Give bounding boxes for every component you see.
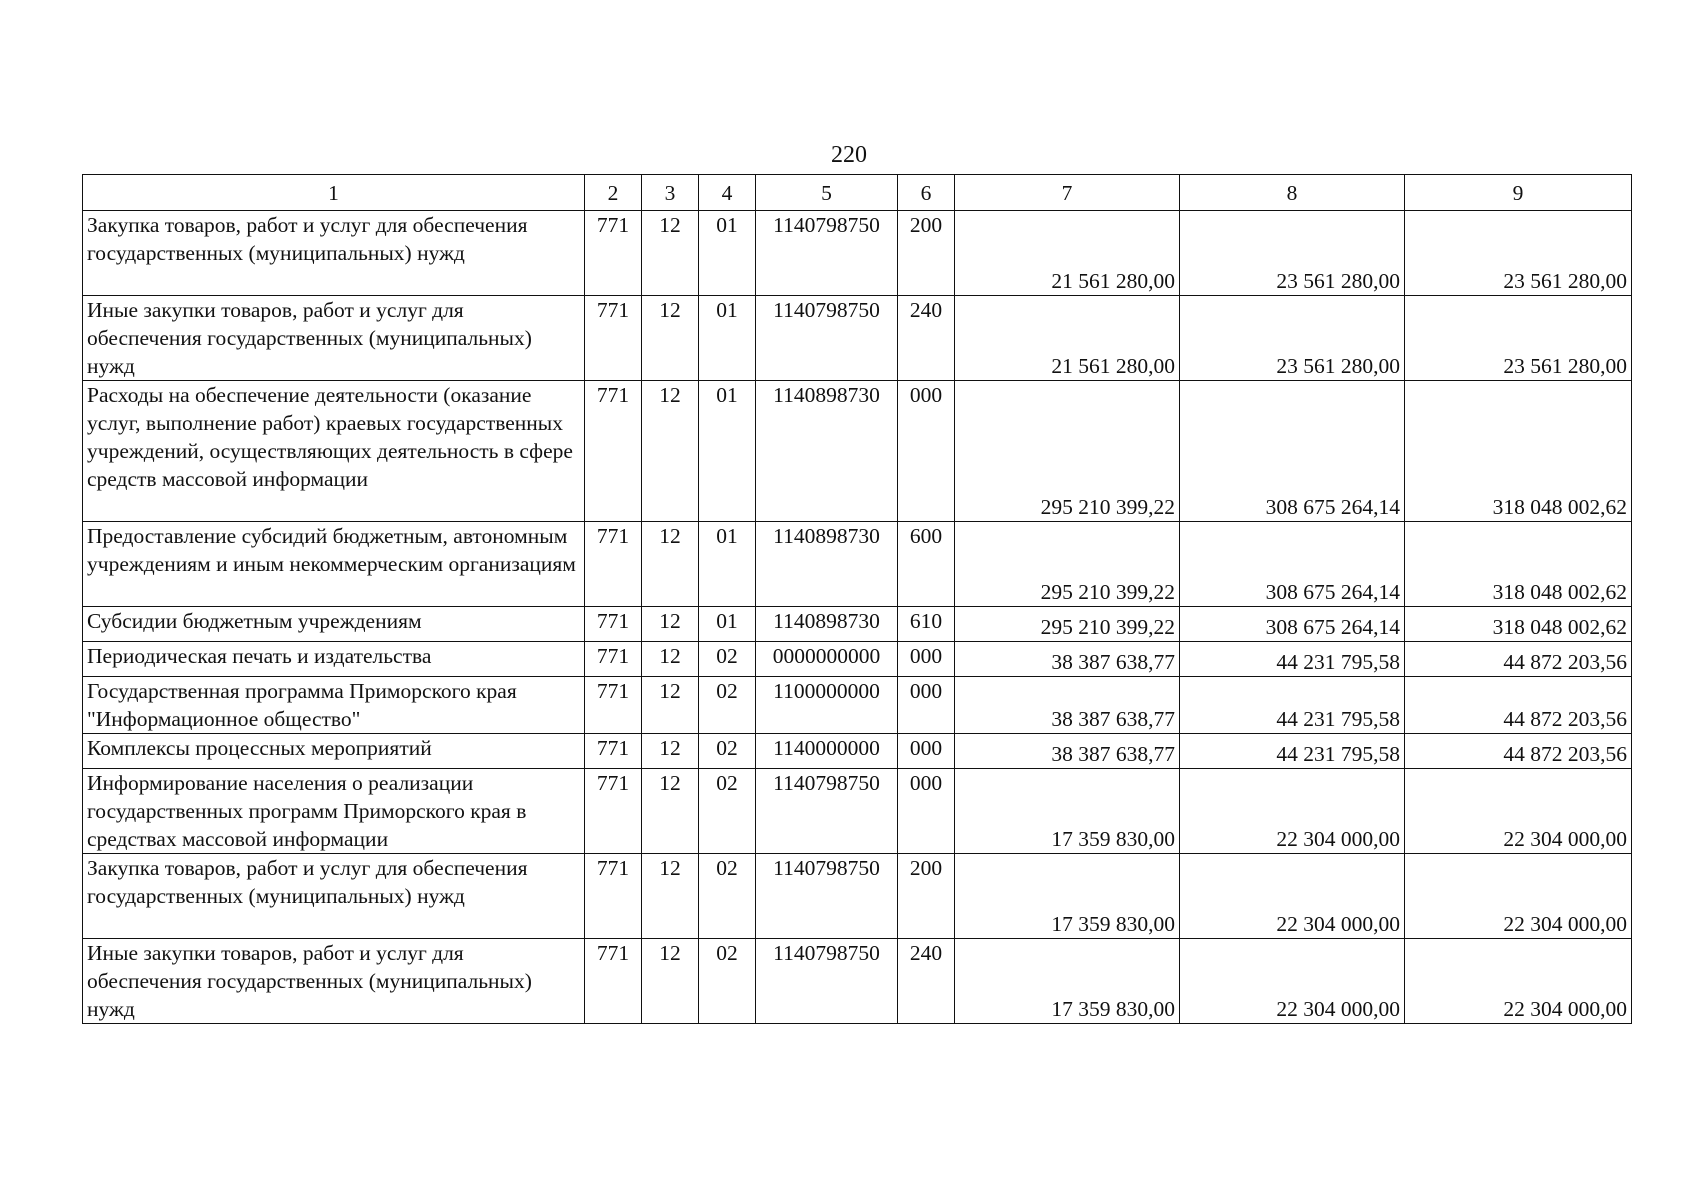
target-article-code: 0000000000 xyxy=(756,642,898,677)
amount-col-9: 44 872 203,56 xyxy=(1405,642,1632,677)
column-header: 2 xyxy=(585,175,642,211)
amount-col-9: 318 048 002,62 xyxy=(1405,381,1632,522)
amount-col-8: 308 675 264,14 xyxy=(1180,607,1405,642)
column-header: 5 xyxy=(756,175,898,211)
expense-name: Периодическая печать и издательства xyxy=(83,642,585,677)
table-row xyxy=(83,939,1632,1024)
expense-name: Иные закупки товаров, работ и услуг для обеспечения государственных (муниципальных) нужд xyxy=(83,939,585,1024)
amount-col-7: 17 359 830,00 xyxy=(955,769,1180,854)
expense-name: Расходы на обеспечение деятельности (оказание услуг, выполнение работ) краевых государственных учреждений, осуществляющих деятельность в сфере средств массовой информации xyxy=(83,381,585,522)
expense-name: Иные закупки товаров, работ и услуг для обеспечения государственных (муниципальных) нужд xyxy=(83,296,585,381)
expense-type-code: 600 xyxy=(898,522,955,607)
section-code: 12 xyxy=(642,939,699,1024)
page-number: 220 xyxy=(831,142,867,168)
target-article-code: 1140000000 xyxy=(756,734,898,769)
section-code: 12 xyxy=(642,211,699,296)
subsection-code: 02 xyxy=(699,939,756,1024)
column-header: 4 xyxy=(699,175,756,211)
amount-col-7: 38 387 638,77 xyxy=(955,734,1180,769)
amount-col-8: 44 231 795,58 xyxy=(1180,677,1405,734)
expense-type-code: 200 xyxy=(898,211,955,296)
amount-col-7: 38 387 638,77 xyxy=(955,677,1180,734)
target-article-code: 1140798750 xyxy=(756,939,898,1024)
amount-col-8: 44 231 795,58 xyxy=(1180,642,1405,677)
target-article-code: 1100000000 xyxy=(756,677,898,734)
amount-col-9: 23 561 280,00 xyxy=(1405,211,1632,296)
amount-col-8: 308 675 264,14 xyxy=(1180,381,1405,522)
target-article-code: 1140798750 xyxy=(756,854,898,939)
subsection-code: 01 xyxy=(699,211,756,296)
section-code: 12 xyxy=(642,607,699,642)
table-row xyxy=(83,296,1632,381)
budget-table xyxy=(82,174,1632,1024)
subsection-code: 01 xyxy=(699,522,756,607)
table-row xyxy=(83,381,1632,522)
table-row xyxy=(83,854,1632,939)
target-article-code: 1140898730 xyxy=(756,381,898,522)
expense-type-code: 000 xyxy=(898,677,955,734)
target-article-code: 1140798750 xyxy=(756,211,898,296)
subsection-code: 01 xyxy=(699,607,756,642)
amount-col-8: 22 304 000,00 xyxy=(1180,939,1405,1024)
amount-col-8: 23 561 280,00 xyxy=(1180,296,1405,381)
ministry-code: 771 xyxy=(585,769,642,854)
subsection-code: 02 xyxy=(699,734,756,769)
expense-name: Государственная программа Приморского края "Информационное общество" xyxy=(83,677,585,734)
amount-col-8: 23 561 280,00 xyxy=(1180,211,1405,296)
header-row xyxy=(83,175,1632,211)
subsection-code: 02 xyxy=(699,677,756,734)
section-code: 12 xyxy=(642,296,699,381)
expense-name: Закупка товаров, работ и услуг для обеспечения государственных (муниципальных) нужд xyxy=(83,854,585,939)
section-code: 12 xyxy=(642,642,699,677)
table-row xyxy=(83,607,1632,642)
expense-type-code: 000 xyxy=(898,642,955,677)
expense-type-code: 000 xyxy=(898,734,955,769)
ministry-code: 771 xyxy=(585,677,642,734)
amount-col-9: 44 872 203,56 xyxy=(1405,677,1632,734)
expense-type-code: 200 xyxy=(898,854,955,939)
expense-name: Субсидии бюджетным учреждениям xyxy=(83,607,585,642)
column-header: 1 xyxy=(83,175,585,211)
column-header: 9 xyxy=(1405,175,1632,211)
ministry-code: 771 xyxy=(585,296,642,381)
section-code: 12 xyxy=(642,769,699,854)
subsection-code: 01 xyxy=(699,381,756,522)
subsection-code: 02 xyxy=(699,769,756,854)
expense-name: Закупка товаров, работ и услуг для обеспечения государственных (муниципальных) нужд xyxy=(83,211,585,296)
section-code: 12 xyxy=(642,854,699,939)
expense-type-code: 000 xyxy=(898,381,955,522)
amount-col-9: 318 048 002,62 xyxy=(1405,522,1632,607)
section-code: 12 xyxy=(642,522,699,607)
ministry-code: 771 xyxy=(585,734,642,769)
ministry-code: 771 xyxy=(585,642,642,677)
amount-col-7: 38 387 638,77 xyxy=(955,642,1180,677)
table-row xyxy=(83,642,1632,677)
expense-type-code: 240 xyxy=(898,296,955,381)
ministry-code: 771 xyxy=(585,381,642,522)
amount-col-9: 22 304 000,00 xyxy=(1405,939,1632,1024)
column-header: 8 xyxy=(1180,175,1405,211)
amount-col-7: 17 359 830,00 xyxy=(955,939,1180,1024)
target-article-code: 1140798750 xyxy=(756,296,898,381)
column-header: 3 xyxy=(642,175,699,211)
ministry-code: 771 xyxy=(585,522,642,607)
expense-type-code: 240 xyxy=(898,939,955,1024)
column-header: 6 xyxy=(898,175,955,211)
ministry-code: 771 xyxy=(585,211,642,296)
target-article-code: 1140798750 xyxy=(756,769,898,854)
ministry-code: 771 xyxy=(585,939,642,1024)
amount-col-7: 295 210 399,22 xyxy=(955,607,1180,642)
amount-col-7: 17 359 830,00 xyxy=(955,854,1180,939)
expense-type-code: 610 xyxy=(898,607,955,642)
expense-name: Информирование населения о реализации государственных программ Приморского края в средствах массовой информации xyxy=(83,769,585,854)
amount-col-7: 21 561 280,00 xyxy=(955,211,1180,296)
section-code: 12 xyxy=(642,677,699,734)
amount-col-8: 44 231 795,58 xyxy=(1180,734,1405,769)
subsection-code: 02 xyxy=(699,854,756,939)
subsection-code: 02 xyxy=(699,642,756,677)
amount-col-7: 21 561 280,00 xyxy=(955,296,1180,381)
column-header: 7 xyxy=(955,175,1180,211)
amount-col-7: 295 210 399,22 xyxy=(955,381,1180,522)
ministry-code: 771 xyxy=(585,854,642,939)
target-article-code: 1140898730 xyxy=(756,607,898,642)
amount-col-9: 44 872 203,56 xyxy=(1405,734,1632,769)
table-row xyxy=(83,522,1632,607)
amount-col-7: 295 210 399,22 xyxy=(955,522,1180,607)
section-code: 12 xyxy=(642,381,699,522)
target-article-code: 1140898730 xyxy=(756,522,898,607)
table-row xyxy=(83,734,1632,769)
amount-col-9: 22 304 000,00 xyxy=(1405,769,1632,854)
amount-col-8: 308 675 264,14 xyxy=(1180,522,1405,607)
expense-type-code: 000 xyxy=(898,769,955,854)
ministry-code: 771 xyxy=(585,607,642,642)
amount-col-9: 22 304 000,00 xyxy=(1405,854,1632,939)
expense-name: Предоставление субсидий бюджетным, автономным учреждениям и иным некоммерческим организациям xyxy=(83,522,585,607)
amount-col-8: 22 304 000,00 xyxy=(1180,769,1405,854)
section-code: 12 xyxy=(642,734,699,769)
amount-col-9: 318 048 002,62 xyxy=(1405,607,1632,642)
table-row xyxy=(83,211,1632,296)
amount-col-8: 22 304 000,00 xyxy=(1180,854,1405,939)
table-row xyxy=(83,769,1632,854)
expense-name: Комплексы процессных мероприятий xyxy=(83,734,585,769)
subsection-code: 01 xyxy=(699,296,756,381)
amount-col-9: 23 561 280,00 xyxy=(1405,296,1632,381)
table-row xyxy=(83,677,1632,734)
